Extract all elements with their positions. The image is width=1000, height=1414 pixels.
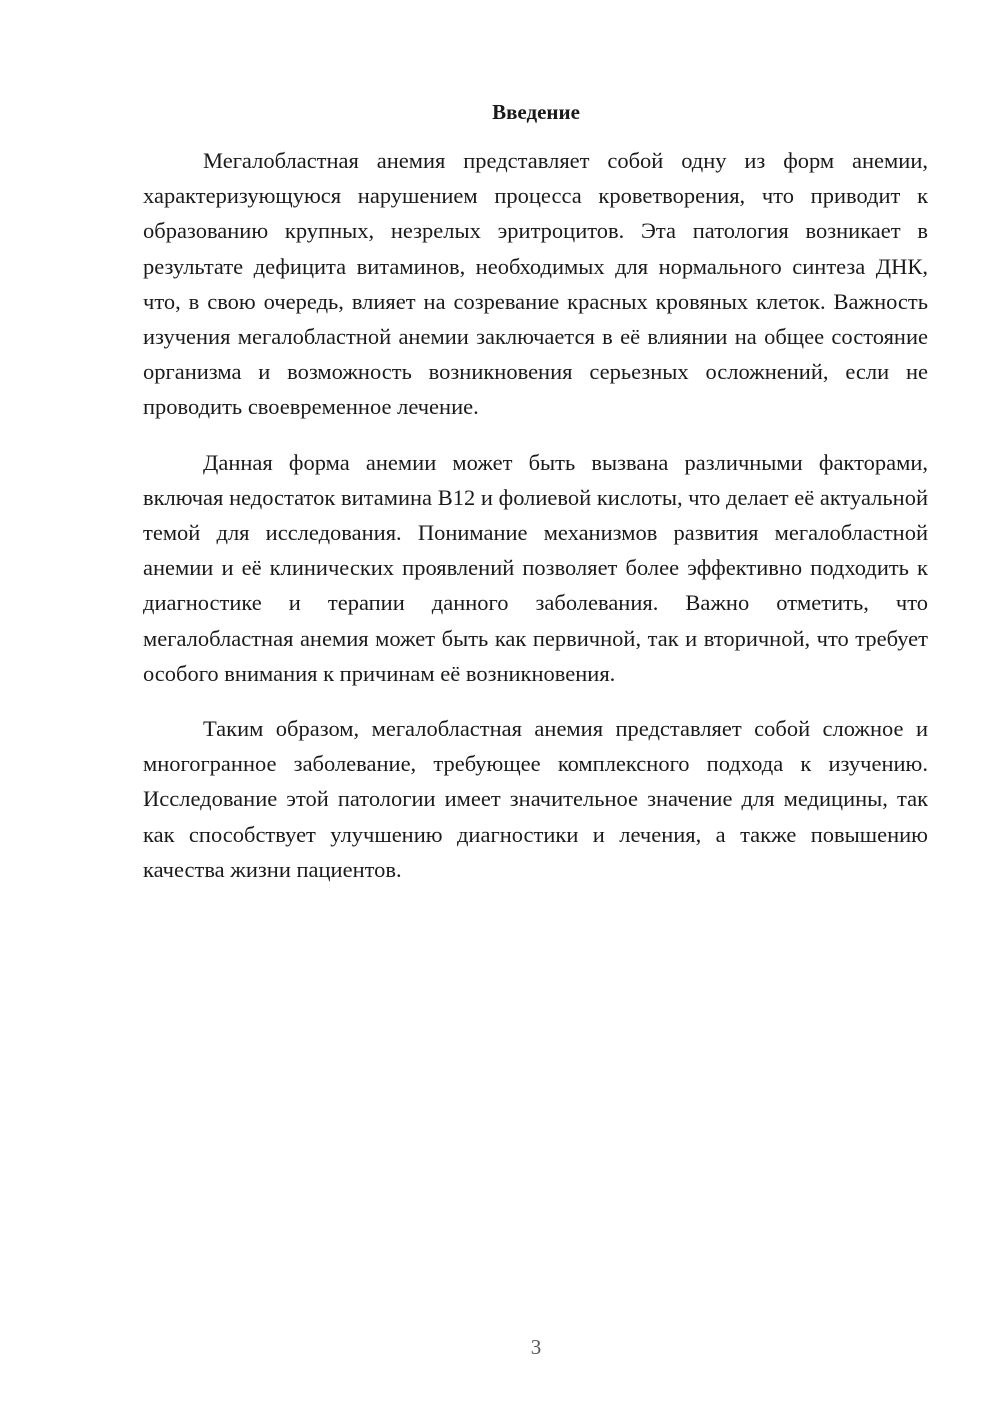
paragraph-1: Мегалобластная анемия представляет собой одну из форм анемии, характеризующуюся нарушением процесса кроветворения, что приводит к образованию крупных, незрелых эритроцитов. Эта патология возникает в результате дефицита витаминов, необходимых для нормального синтеза ДНК, что, в свою очередь, влияет на созревание красных кровяных клеток. Важность изучения мегалобластной анемии заключается в её влиянии на общее состояние организма и возможность возникновения серьезных осложнений, если не проводить своевременное лечение. xyxy=(143,148,928,420)
section-heading: Введение xyxy=(492,100,580,124)
page-number: 3 xyxy=(530,1335,542,1359)
paragraph-2: Данная форма анемии может быть вызвана различными факторами, включая недостаток витамина B12 и фолиевой кислоты, что делает её актуальной темой для исследования. Понимание механизмов развития мегалобластной анемии и её клинических проявлений позволяет более эффективно подходить к диагностике и терапии данного заболевания. Важно отметить, что мегалобластная анемия может быть как первичной, так и вторичной, что требует особого внимания к причинам её возникновения. xyxy=(143,449,928,686)
document-body xyxy=(143,143,928,887)
paragraph-3: Таким образом, мегалобластная анемия представляет собой сложное и многогранное заболевание, требующее комплексного подхода к изучению. Исследование этой патологии имеет значительное значение для медицины, так как способствует улучшению диагностики и лечения, а также повышению качества жизни пациентов. xyxy=(143,716,928,882)
